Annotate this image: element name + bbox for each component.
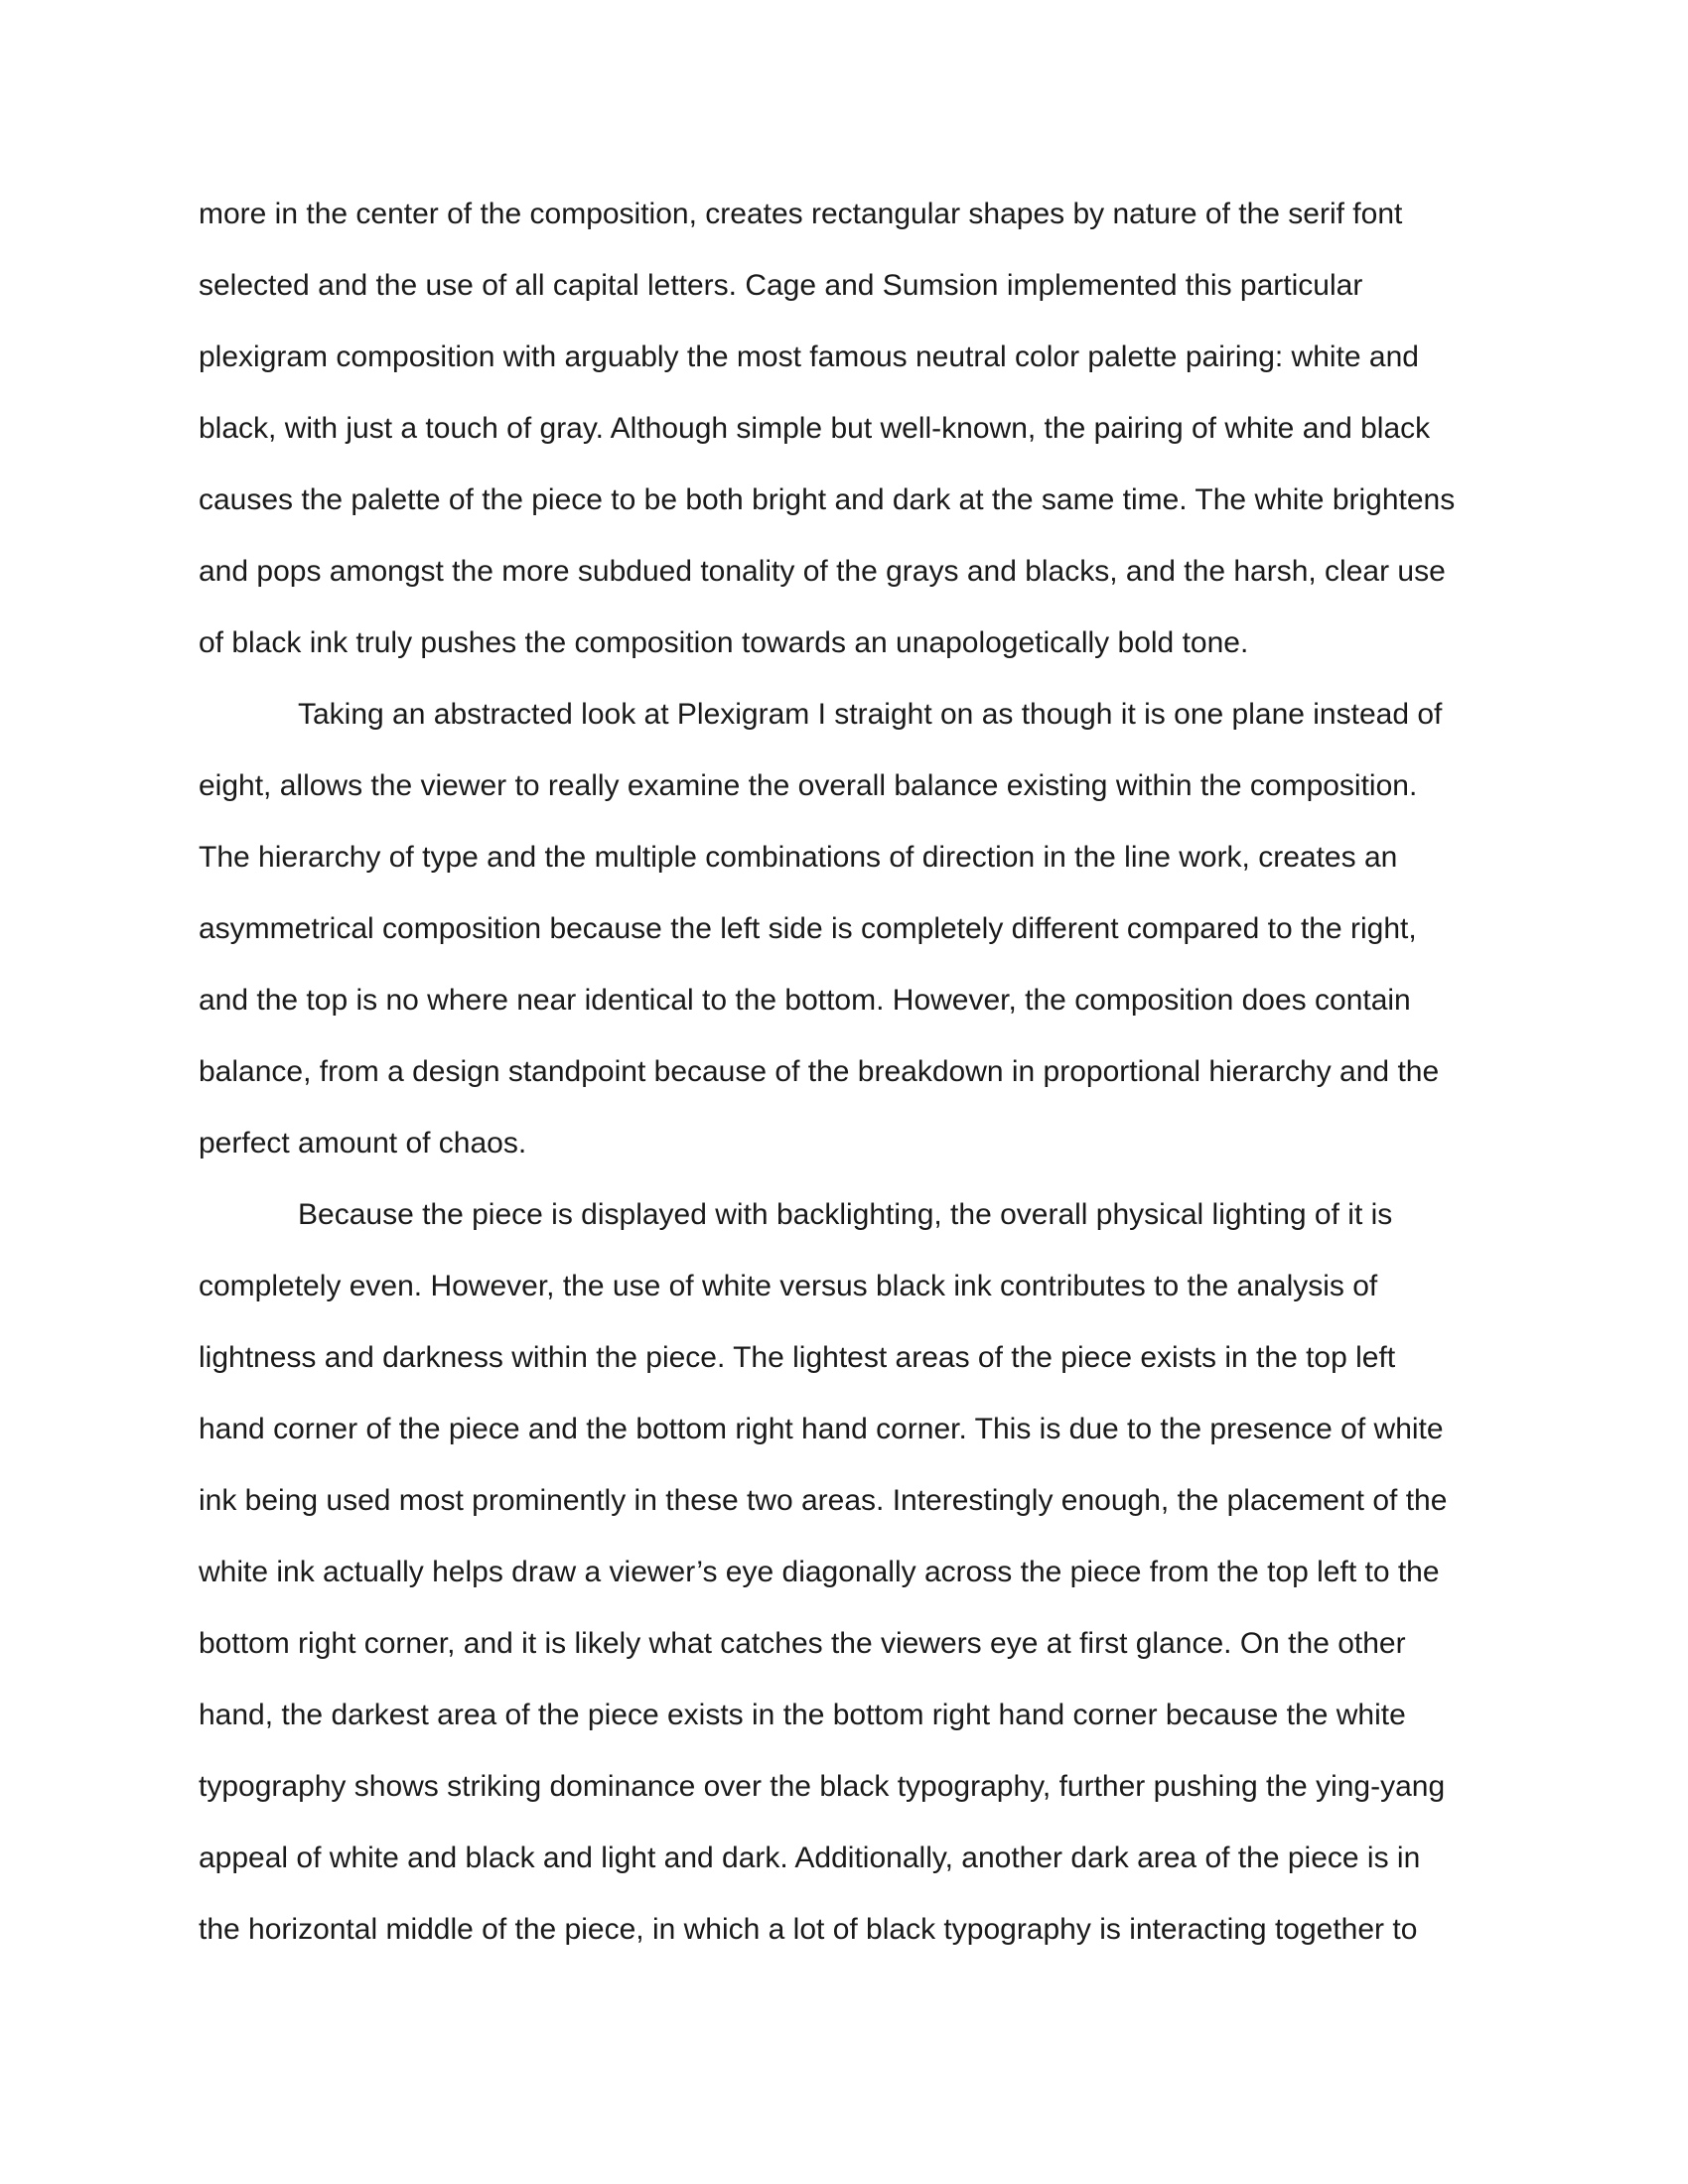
text-line: completely even. However, the use of white versus black ink contributes to the analysis of	[199, 1270, 1378, 1302]
text-line: black, with just a touch of gray. Although simple but well-known, the pairing of white and black	[199, 412, 1431, 445]
text-line: and the top is no where near identical to the bottom. However, the composition does contain	[199, 984, 1411, 1017]
text-line: balance, from a design standpoint because of the breakdown in proportional hierarchy and the	[199, 1055, 1440, 1088]
text-line: white ink actually helps draw a viewer’s eye diagonally across the piece from the top left to the	[199, 1556, 1440, 1588]
text-line: causes the palette of the piece to be both bright and dark at the same time. The white brightens	[199, 483, 1456, 516]
text-line: hand corner of the piece and the bottom right hand corner. This is due to the presence of white	[199, 1413, 1444, 1445]
text-line: hand, the darkest area of the piece exists in the bottom right hand corner because the white	[199, 1699, 1406, 1731]
text-line: and pops amongst the more subdued tonality of the grays and blacks, and the harsh, clear use	[199, 555, 1446, 588]
body-text	[199, 189, 1489, 1976]
text-line: lightness and darkness within the piece. The lightest areas of the piece exists in the top left	[199, 1341, 1396, 1374]
text-line: appeal of white and black and light and dark. Additionally, another dark area of the piece is in	[199, 1842, 1421, 1874]
text-line: The hierarchy of type and the multiple combinations of direction in the line work, creates an	[199, 841, 1398, 874]
paragraph-first-line: Taking an abstracted look at Plexigram I straight on as though it is one plane instead of	[298, 698, 1443, 731]
text-line: of black ink truly pushes the composition towards an unapologetically bold tone.	[199, 626, 1249, 659]
text-line: ink being used most prominently in these two areas. Interestingly enough, the placement of the	[199, 1484, 1448, 1517]
text-line: more in the center of the composition, creates rectangular shapes by nature of the serif font	[199, 198, 1403, 230]
text-line: selected and the use of all capital letters. Cage and Sumsion implemented this particular	[199, 269, 1363, 302]
text-line: the horizontal middle of the piece, in which a lot of black typography is interacting together to	[199, 1913, 1418, 1946]
text-line: eight, allows the viewer to really examine the overall balance existing within the composition.	[199, 769, 1418, 802]
text-line: typography shows striking dominance over the black typography, further pushing the ying-yang	[199, 1770, 1446, 1803]
text-line: perfect amount of chaos.	[199, 1127, 527, 1160]
text-line: bottom right corner, and it is likely what catches the viewers eye at first glance. On the other	[199, 1627, 1406, 1660]
text-line: asymmetrical composition because the left side is completely different compared to the right,	[199, 912, 1417, 945]
text-line: plexigram composition with arguably the most famous neutral color palette pairing: white and	[199, 341, 1419, 373]
paragraph-first-line: Because the piece is displayed with backlighting, the overall physical lighting of it is	[298, 1198, 1393, 1231]
